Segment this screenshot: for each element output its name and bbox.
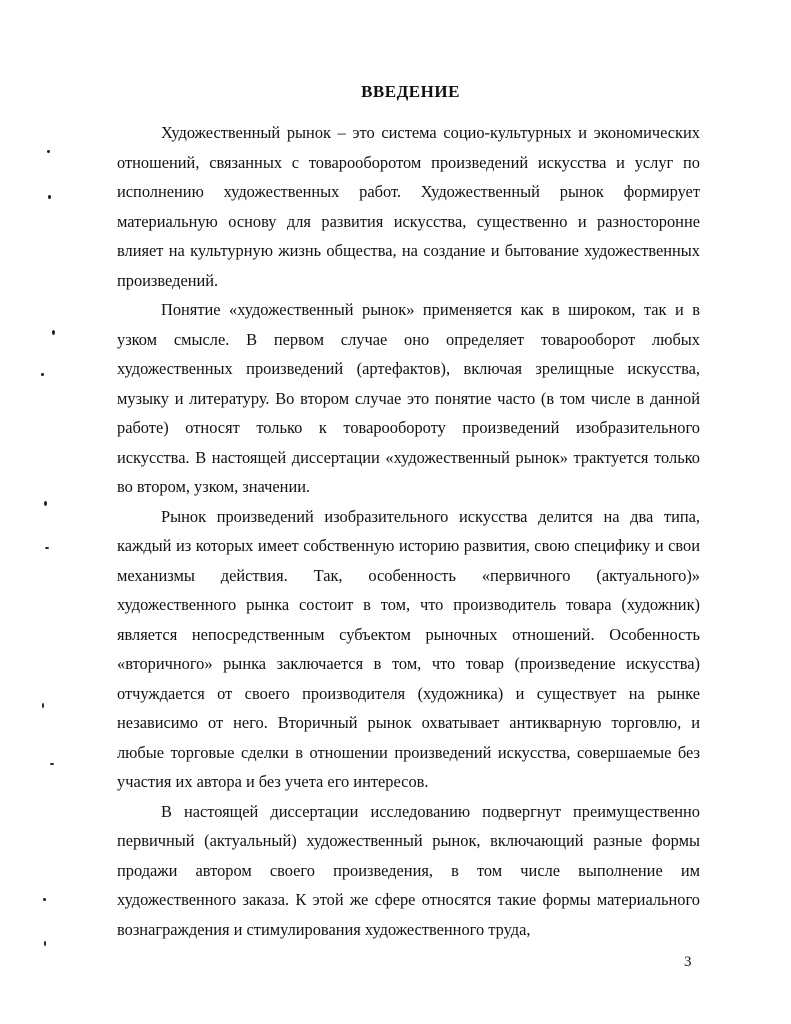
scan-speck: [44, 941, 46, 946]
paragraph: Понятие «художественный рынок» применяется как в широком, так и в узком смысле. В первом случае оно определяет товарооборот любых художественных произведений (артефактов), включая зрелищные искусства, музыку и литературу. Во втором случае это понятие часто (в том числе в данной работе) относят только к товарообороту произведений изобразительного искусства. В настоящей диссертации «художественный рынок» трактуется только во втором, узком, значении.: [117, 300, 700, 496]
scan-speck: [47, 150, 50, 153]
scan-speck: [41, 373, 44, 376]
scan-speck: [43, 898, 46, 901]
document-title: ВВЕДЕНИЕ: [361, 82, 460, 101]
paragraph: Рынок произведений изобразительного искусства делится на два типа, каждый из которых имеет собственную историю развития, свою специфику и свои механизмы действия. Так, особенность «первичного (актуального)» художественного рынка состоит в том, что производитель товара (художник) является непосредственным субъектом рыночных отношений. Особенность «вторичного» рынка заключается в том, что товар (произведение искусства) отчуждается от своего производителя (художника) и существует на рынке независимо от него. Вторичный рынок охватывает антикварную торговлю, и любые торговые сделки в отношении произведений искусства, совершаемые без участия их автора и без учета его интересов.: [117, 506, 700, 791]
scan-speck: [50, 763, 54, 765]
document-body: [117, 118, 700, 944]
scan-speck: [52, 330, 55, 335]
scan-speck: [48, 195, 51, 199]
paragraph: В настоящей диссертации исследованию подвергнут преимущественно первичный (актуальный) художественный рынок, включающий разные формы продажи автором своего произведения, в том числе выполнение им художественного заказа. К этой же сфере относятся такие формы материального вознаграждения и стимулирования художественного труда,: [117, 801, 700, 939]
page-number: 3: [684, 954, 692, 970]
paragraph: Художественный рынок – это система социо-культурных и экономических отношений, связанных с товарооборотом произведений искусства и услуг по исполнению художественных работ. Художественный рынок формирует материальную основу для развития искусства, существенно и разносторонне влияет на культурную жизнь общества, на создание и бытование художественных произведений.: [117, 123, 700, 290]
scan-speck: [45, 547, 49, 549]
scan-speck: [44, 501, 47, 506]
scan-speck: [42, 703, 44, 708]
